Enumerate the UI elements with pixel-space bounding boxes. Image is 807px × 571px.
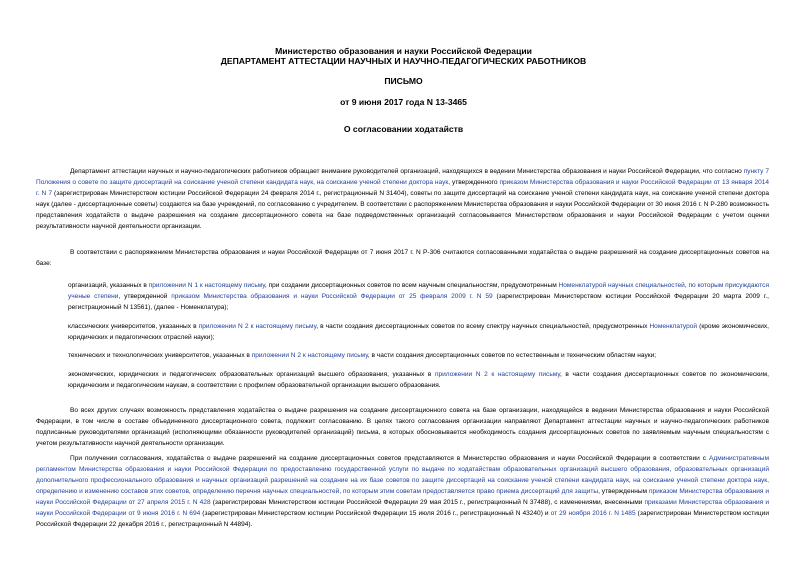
bullet-appendix-1: организаций, указанных в приложении N 1 к настоящему письму, при создании диссертационных советов по всем научным специальностям, предусмотренным Номенклатурой научных специальностей, по которым присуждаются ученые степени, утвержденной приказом Министерства образования и науки Российской Федерации от 25 февраля 2009 г. N 59 (зарегистрирован Министерством юстиции Российской Федерации 20 марта 2009 г., регистрационный N 13561), (далее - Номенклатура); <box>68 282 769 311</box>
link-appendix-1[interactable]: приложении N 1 к настоящему письму <box>148 282 265 289</box>
link-nomenclature[interactable]: Номенклатурой научных специальностей, по которым присуждаются ученые степени <box>68 282 769 300</box>
paragraph-agreed-list: В соответствии с распоряжением Министерства образования и науки Российской Федерации от 7 июня 2017 г. N Р-306 считаются согласованными ходатайства о выдаче разрешений на создание диссертационных советов на базе: <box>36 249 769 267</box>
link-order-1485[interactable]: от 29 ноября 2016 г. N 1485 <box>550 510 636 517</box>
bullet-technical-universities: технических и технологических университетов, указанных в приложении N 2 к настоящему письму, в части создания диссертационных советов по естественным и техническим областям науки; <box>68 352 657 359</box>
paragraph-regulation: При получении согласования, ходатайства о выдаче разрешений на создание диссертационных советов представляются в Министерство образования и науки Российской Федерации в соответствии с Административным регламентом Министерства образования и науки Российской Федерации по предоставлению государственной услуги по выдаче по ходатайствам образовательных организаций высшего образования, образовательных организаций дополнительного профессионального образования и научных организаций разрешений на создание на их базе советов по защите диссертаций на соискание ученой степени кандидата наук, на соискание ученой степени доктора наук, определению и изменению составов этих советов, определению перечня научных специальностей, по которым этим советам предоставляется право приема диссертаций для защиты, утвержденным приказом Министерства образования и науки Российской Федерации от 27 апреля 2015 г. N 428 (зарегистрирован Министерством юстиции Российской Федерации 29 мая 2015 г., регистрационный N 37488), с изменениями, внесенными приказами Министерства образования и науки Российской Федерации от 9 июня 2016 г. N 694 (зарегистрирован Министерством юстиции Российской Федерации 15 июля 2016 г., регистрационный N 43240) и от 29 ноября 2016 г. N 1485 (зарегистрирован Министерством юстиции Российской Федерации 22 декабря 2016 г., регистрационный N 44894). <box>36 455 769 528</box>
document-date-number: от 9 июня 2017 года N 13-3465 <box>340 97 467 107</box>
department-name: ДЕПАРТАМЕНТ АТТЕСТАЦИИ НАУЧНЫХ И НАУЧНО-ПЕДАГОГИЧЕСКИХ РАБОТНИКОВ <box>220 56 587 66</box>
bullet-classic-universities: классических университетов, указанных в приложении N 2 к настоящему письму, в части создания диссертационных советов по всему спектру научных специальностей, предусмотренных Номенклатурой (кроме экономических, юридических и педагогических отраслей науки); <box>68 323 769 341</box>
link-order-428[interactable]: приказом Министерства образования и науки Российской Федерации от 27 апреля 2015 г. N 428 <box>36 488 769 506</box>
link-appendix-2-technical[interactable]: приложении N 2 к настоящему письму <box>251 352 368 359</box>
link-appendix-2-economic[interactable]: приложении N 2 к настоящему письму <box>434 371 560 378</box>
ministry-name: Министерство образования и науки Российской Федерации <box>275 46 532 56</box>
document-type: ПИСЬМО <box>384 76 423 86</box>
bullet-economic-universities: экономических, юридических и педагогических образовательных организаций высшего образования, указанных в приложении N 2 к настоящему письму, в части создания диссертационных советов по экономическим, юридическим и педагогическим наукам, в соответствии с профилем образовательной организации высшего образования. <box>68 371 770 389</box>
paragraph-intro: Департамент аттестации научных и научно-педагогических работников обращает внимание руководителей организаций, находящихся в ведении Министерства образования и науки Российской Федерации, что согласно пункту 7 Положения о совете по защите диссертаций на соискание ученой степени кандидата наук, на соискание ученой степени доктора наук, утвержденного приказом Министерства образования и науки Российской Федерации от 13 января 2014 г. N 7 (зарегистрирован Министерством юстиции Российской Федерации 24 февраля 2014 г., регистрационный N 31404), советы по защите диссертаций на соискание ученой степени кандидата наук, на соискание ученой степени доктора наук (далее - диссертационные советы) создаются на базе учреждений, по согласованию с учредителем. В соответствии с распоряжением Министерства образования и науки Российской Федерации от 30 июня 2016 г. N Р-280 возможность представления ходатайств о выдаче разрешения на создание диссертационного совета на базе подведомственных организаций согласовывается Министерством образования и науки Российской Федерации с учетом оценки результативности научной деятельности организации. <box>36 168 770 230</box>
link-regulation-clause-7[interactable]: пункту 7 Положения о совете по защите диссертаций на соискание ученой степени кандидата наук, на соискание ученой степени доктора наук <box>36 168 769 186</box>
document-subject: О согласовании ходатайств <box>343 124 464 134</box>
paragraph-other-cases: Во всех других случаях возможность представления ходатайства о выдаче разрешения на создание диссертационного совета на базе организации, находящейся в ведении Министерства образования и науки Российской Федерации, в том числе в составе объединенного диссертационного совета, подлежит согласованию. В целях такого согласования организации направляют Департамент аттестации научных и научно-педагогических работников подписанные руководителями организаций (исполняющими обязанности руководителей организаций) письма, в которых обосновывается необходимость создания диссертационных советов по заявляемым научным специальностям с учетом результативности научной деятельности организации. <box>36 407 769 447</box>
link-nomenclature-2[interactable]: Номенклатурой <box>649 323 698 330</box>
link-order-59[interactable]: приказом Министерства образования и науки Российской Федерации от 25 февраля 2009 г. N 59 <box>171 293 493 300</box>
link-order-7[interactable]: приказом Министерства образования и науки Российской Федерации от 13 января 2014 г. N 7 <box>36 179 770 197</box>
link-admin-regulation[interactable]: Административным регламентом Министерства образования и науки Российской Федерации по предоставлению государственной услуги по выдаче по ходатайствам образовательных организаций высшего образования, образовательных организаций дополнительного профессионального образования и научных организаций разрешений на создание на их базе советов по защите диссертаций на соискание ученой степени кандидата наук, на соискание ученой степени доктора наук, определению и изменению составов этих советов, определению перечня научных специальностей, по которым этим советам предоставляется право приема диссертаций для защиты <box>36 455 769 495</box>
link-order-694[interactable]: приказами Министерства образования и науки Российской Федерации от 9 июня 2016 г. N 694 <box>36 499 769 517</box>
link-appendix-2[interactable]: приложении N 2 к настоящему письму <box>198 323 317 330</box>
